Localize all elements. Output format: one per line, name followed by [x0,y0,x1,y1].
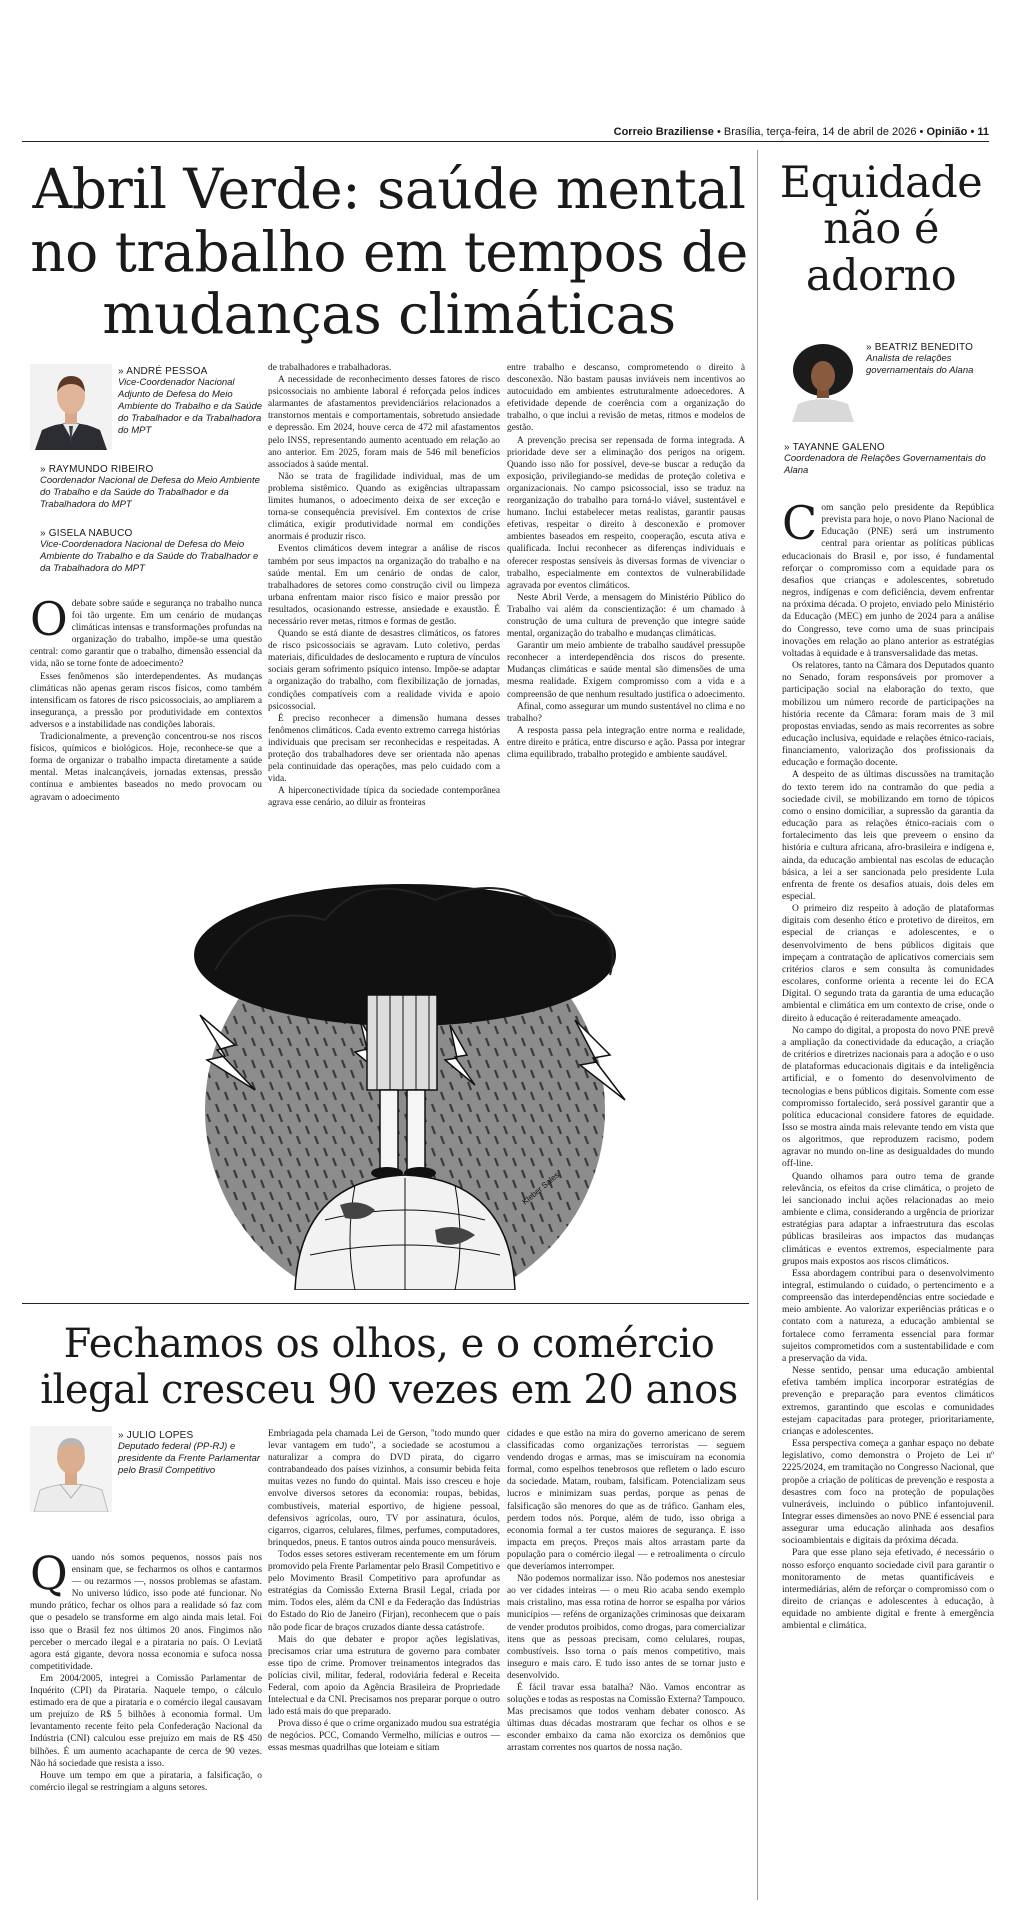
paragraph: É preciso reconhecer a dimensão humana desses fenômenos climáticos. Cada evento extremo carrega histórias individuais que precisam ser reconhecidas e respeitadas. A proteção dos trabalhadores deve ser orientada não apenas pela continuidade das operações, mas pelo cuidado com a vida. [268,713,500,785]
paragraph: Essa perspectiva começa a ganhar espaço no debate legislativo, como demonstra o Projeto de Lei nº 2225/2024, em tramitação no Congresso Nacional, que propõe a criação de políticas de prevenção e resposta a desastres com foco na proteção de populações vulneráveis, incluindo o público infantojuvenil. Integrar esses dimensões ao novo PNE é essencial para assegurar uma educação alinhada aos desafios socioambientais e digitais da próxima década. [782,1438,994,1547]
paragraph: Quando olhamos para outro tema de grande relevância, os efeitos da crise climática, o projeto de lei sancionado inclui ações relacionadas ao meio ambiente e clima, considerando a urgência de priorizar estratégias para adaptar a infraestrutura das escolas públicas brasileiras aos impactos das mudanças climáticas e eventos extremos, especialmente para grupos mais expostos aos riscos climáticos. [782,1170,994,1267]
dropcap: C [782,496,818,550]
author-block-1 [118,366,268,436]
dropcap: O [30,592,68,646]
paragraph: No campo do digital, a proposta do novo PNE prevê a ampliação da conectividade da educação, a criação de critérios e diretrizes nacionais para a adoção e o uso de plataformas educacionais digitais e da inteligência artificial, e o fomento do desenvolvimento de tecnologias e bens públicos digitais. Somente com esse compromisso fortalecido, será possível garantir que a política educacional considere fatores de equidade. Isso se mostra ainda mais relevante tendo em vista que os algoritmos, que reproduzem racismo, podem agravar no mundo on-line as desigualdades do mundo off-line. [782,1024,994,1170]
author-role: Vice-Coordenadora Nacional de Defesa do Meio Ambiente do Trabalho e da Saúde do Trabalhador e da Trabalhadora do MPT [40,539,259,574]
paragraph: A prevenção precisa ser repensada de forma integrada. A prioridade deve ser a eliminação dos perigos na origem. Quando isso não for possível, deve-se buscar a redução da exposição, privilegiando-se medidas de proteção coletiva e organizacionais. No campo psicossocial, isso se traduz na reorganização do trabalho para torná-lo viável, sustentável e humano. Inclui estabelecer metas realistas, garantir pausas efetivas, respeitar o direito à desconexão e promover ambientes baseados em respeito, cooperação, escuta ativa e qualificada. Inclui reconhecer as diferenças individuais e oferecer respostas sensíveis às diversas formas de vivenciar o trabalho, especialmente em contextos de vulnerabilidade agravada por eventos climáticos. [507,435,745,591]
article1-column-1 [30,592,262,804]
article3-headline: Equidade não é adorno [779,158,983,301]
paragraph: Para que esse plano seja efetivado, é necessário o nosso esforço enquanto sociedade civil para garantir o monitoramento de metas quantificáveis e intermediárias, além de reforçar o compromisso com o direito de crianças e adolescentes à educação, à equidade no ambiente digital e frente à emergência ambiental e climática. [782,1547,994,1632]
author-block-3 [40,528,268,575]
author-block-tayanne [784,442,994,477]
paragraph: É fácil travar essa batalha? Não. Vamos encontrar as soluções e todas as respostas na Comissão Externa? Tampouco. Mas precisamos que todos venham debater conosco. As últimas duas décadas mostraram que fechar os olhos e se esconder embaixo da cama não exorciza os demônios que arrastam correntes nos quartos de nossa nação. [507,1682,745,1754]
paragraph: A despeito de as últimas discussões na tramitação do texto terem ido na contramão do que pedia a sociedade civil, se mobilizando em torno de tópicos como o ensino domiciliar, a supressão da garantia da educação para as relações étnico-raciais com o fortalecimento das leis que preveem o ensino da história e cultura africana, afro-brasileira e indígena e, ainda, da educação ambiental nas escolas de educação básica, a lei a ser sancionada pelo presidente Lula enfrenta de frente os desafios atuais, dois deles em especial. [782,769,994,902]
author-role: Analista de relações governamentais do Alana [866,353,974,376]
author-role: Deputado federal (PP-RJ) e presidente da Frente Parlamentar pelo Brasil Competitivo [118,1441,261,1476]
paragraph: Esses fenômenos são interdependentes. As mudanças climáticas não apenas geram riscos físicos, como também intensificam os fatores de risco psicossociais, ao ampliarem a insegurança, a pressão por produtividade em contextos adversos e a instabilidade nas condições laborais. [30,671,262,730]
article1-column-3 [507,362,745,761]
section-name: Opinião [926,126,968,138]
paragraph: Embriagada pela chamada Lei de Gerson, "todo mundo quer levar vantagem em tudo", a sociedade se acostumou a naturalizar a compra do DVD pirata, do cigarro contrabandeado dos países vizinhos, a consumir bebida feita muitas vezes no fundo do quintal. Mais isso cresceu e hoje envolve diversos setores da economia: roupas, bebidas, combustíveis, material esportivo, de higiene pessoal, defensivos agrícolas, ouro, TV por assinatura, óculos, cigarros, cigarros, celulares, filmes, perfumes, computadores, brinquedos, pneus. E tantos outros ainda pouco mensuráveis. [268,1429,500,1548]
paragraph: Houve um tempo em que a pirataria, a falsificação, o comércio ilegal se restringiam a alguns setores. [30,1770,262,1793]
paragraph: Com sanção pelo presidente da República prevista para hoje, o novo Plano Nacional de Educação (PNE) será um instrumento central para orientar as políticas públicas educacionais do Brasil e, por isso, é fundamental reforçar o compromisso com a equidade para os desafios que crianças e adolescentes, sobretudo negros, indígenas e com deficiência, devem enfrentar na próxima década. O projeto, enviado pelo Ministério da Educação (MEC) em junho de 2024 para a análise do Congresso, teve como uma de suas principais inovações em relação ao plano anterior as estratégias voltadas à equidade e à transversalidade das metas. [782,496,994,659]
paragraph: Quando nós somos pequenos, nossos pais nos ensinam que, se fecharmos os olhos e cantarmos — ou rezarmos —, nossos problemas se afastam. No universo lúdico, isso pode até funcionar. No mundo prático, fechar os olhos para a realidade só faz com que o pesadelo se transforme em algo ainda mais letal. Foi isso que o Brasil fez nos últimos 20 anos. Fingimos não perceber o mercado ilegal e a pirataria no país. O Leviatã agora está gigante, devora nossa economia e sufoca nossa competitividade. [30,1546,262,1672]
author-block-2 [40,464,268,511]
author-role: Coordenador Nacional de Defesa do Meio Ambiente do Trabalho e da Saúde do Trabalhador e da Trabalhadora do MPT [40,475,260,510]
paragraph: Garantir um meio ambiente de trabalho saudável pressupõe reconhecer a interdependência dos riscos do presente. Mudanças climáticas e saúde mental são dimensões de uma mesma realidade. Exigem compromisso com a vida e a compreensão de que nenhum resultado justifica o adoecimento. [507,641,745,700]
masthead-rule [22,141,989,142]
author-name: » ANDRÉ PESSOA [118,366,268,377]
paragraph: A hiperconectividade típica da sociedade contemporânea agrava esse cenário, ao diluir as fronteiras [268,786,500,809]
paragraph: Os relatores, tanto na Câmara dos Deputados quanto no Senado, foram responsáveis por promover a participação social na elaboração do texto, que mobilizou um número recorde de participações na história recente da Câmara: foram mais de 3 mil propostas enviadas, sendo as mais recorrentes as sobre educação inclusiva, equidade e relações étnico-raciais, financiamento, valorização dos profissionais da educação e formação docente. [782,660,994,769]
author-block-julio [118,1430,268,1477]
paragraph: Prova disso é que o crime organizado mudou sua estratégia de negócios. PCC, Comando Vermelho, milícias e outros — essas mesmas quadrilhas que loteiam e sitiam [268,1719,500,1754]
paragraph: Todos esses setores estiveram recentemente em um fórum promovido pela Frente Parlamentar pelo Brasil Competitivo e pelo Movimento Brasil Competitivo para aprofundar as estratégias da Comissão Externa Brasil Legal, criada por mim. Todos eles, além da CNI e da Federação das Indústrias do Estado do Rio de Janeiro (Firjan), reconhecem que o país não pode ficar de braços cruzados diante dessa catástrofe. [268,1549,500,1633]
paragraph: Nesse sentido, pensar uma educação ambiental efetiva também implica incorporar estratégias de prevenção e preparação para eventos climáticos extremos, garantindo que escolas e comunidades estejam capacitadas para proteger, prioritariamente, crianças e adolescentes. [782,1365,994,1437]
article3-column [782,496,994,1633]
place-date: • Brasília, terça-feira, 14 de abril de 2026 • [716,126,924,138]
illustration-storm-cloud [105,860,705,1290]
column-divider [757,150,758,1900]
article2-column-1 [30,1546,262,1794]
author-name: » BEATRIZ BENEDITO [866,342,996,353]
article2-headline: Fechamos os olhos, e o comércio ilegal cresceu 90 vezes em 20 anos [40,1321,738,1413]
paragraph: de trabalhadores e trabalhadoras. [268,363,392,373]
article2-column-2 [268,1428,500,1755]
paragraph: cidades e que estão na mira do governo americano de serem classificadas como organizações terroristas — seguem vendendo drogas e armas, mas se imiscuíram na economia formal, como espelhos tenebrosos que refletem o lado escuro da sociedade. Matam, roubam, falsificam. Potencializam seus lucros e minimizam suas perdas, porque as penas de falsificação são menores do que as de tráfico. Ganham eles, perdem todos nós. Porque, além de tudo, isso obriga a economia formal a ter custos maiores de segurança. E isso impacta em preços. Preços mais altos arrastam parte da população para o comércio ilegal — e retroalimenta o círculo que deveríamos interromper. [507,1429,745,1573]
article1-column-2 [268,362,500,809]
author-photo-julio [30,1426,112,1512]
author-role: Vice-Coordenador Nacional Adjunto de Defesa do Meio Ambiente do Trabalho e da Saúde do Trabalhador e da Trabalhadora do MPT [118,377,263,436]
paragraph: Eventos climáticos devem integrar a análise de riscos também por seus impactos na organização do trabalho e na saúde mental. Em um cenário de ondas de calor, trabalhadores de setores como construção civil ou limpeza urbana enfrentam maior risco físico e maior pressão por resultados, ocasionando estresse, ansiedade e exaustão. É necessário rever metas, ritmos e formas de gestão. [268,544,500,627]
author-name: » TAYANNE GALENO [784,442,994,453]
author-name: » JULIO LOPES [118,1430,268,1441]
author-block-beatriz [866,342,996,377]
masthead [614,126,989,138]
paragraph: Neste Abril Verde, a mensagem do Ministério Público do Trabalho vai além da conscientização: é um chamado à construção de uma cultura de prevenção que integre saúde mental, organização do trabalho e mudanças climáticas. [507,592,745,640]
illustration-signature: Kleber Sales [520,1170,562,1207]
paragraph: Mais do que debater e propor ações legislativas, precisamos criar uma estrutura de governo para combater esse tipo de crime. Promover treinamentos integrados das polícias civil, militar, federal, rodoviária federal e Receita Federal, com apoio da Agência Brasileira de Propriedade Intelectual e da CNI. Precisamos nos preparar porque o outro lado está mais do que preparado. [268,1634,500,1718]
author-photo-beatriz [784,340,862,422]
paragraph: O debate sobre saúde e segurança no trabalho nunca foi tão urgente. Em um cenário de mudanças climáticas intensas e transformações profundas na organização do trabalho, impõe-se uma questão central: como garantir que o trabalho, dimensão essencial da vida, não se torne fonte de adoecimento? [30,592,262,670]
paragraph: Não podemos normalizar isso. Não podemos nos anestesiar ao ver cidades inteiras — o meu Rio acaba sendo exemplo mais cristalino, mas essa rotina de horror se espalha por vários municípios — reféns de organizações criminosas que deixaram de vender produtos proibidos, como drogas, para comercializar itens que as pessoas precisam, como celulares, roupas, combustíveis. Isso torna o país menos competitivo, mais inseguro e mais caro. E tudo isso antes de se tornar justo e desenvolvido. [507,1574,745,1681]
paragraph: A necessidade de reconhecimento desses fatores de risco psicossociais no ambiente laboral é reforçada pelos índices alarmantes de afastamentos previdenciários relacionados a transtornos mentais e comportamentais, sobretudo ansiedade e depressão. Em 2024, houve cerca de 472 mil afastamentos pelo INSS, representando aumento acentuado em relação ao ano anterior. Em 2025, foram mais de 546 mil benefícios associados à saúde mental. [268,375,500,470]
author-photo-andre [30,364,112,450]
paragraph: Quando se está diante de desastres climáticos, os fatores de risco psicossociais se agravam. Luto coletivo, perdas materiais, dificuldades de deslocamento e ruptura de vínculos sociais geram sofrimento psíquico intenso. Impõe-se adaptar a organização do trabalho, com flexibilização de jornadas, condições compatíveis com a realidade vivida e apoio psicossocial. [268,629,500,712]
paragraph: A resposta passa pela integração entre norma e realidade, entre direito e prática, entre discurso e ação. Passa por integrar clima equilibrado, trabalho protegido e ambiente saudável. [507,725,745,760]
paragraph: O primeiro diz respeito à adoção de plataformas digitais com desenho ético e protetivo de direitos, em especial de crianças e adolescentes, e o desenvolvimento de bens públicos digitais que impeçam a contratação de aplicativos comerciais sem critérios claros e sem consulta às comunidades escolares, conforme orienta a recente lei do ECA Digital. O segundo trata da garantia de uma educação ambiental e climática em um contexto de crise, onde o direito à educação é reiteradamente ameaçado. [782,903,994,1024]
paper-name: Correio Braziliense [613,126,714,138]
author-name: » GISELA NABUCO [40,528,268,539]
paragraph: Não se trata de fragilidade individual, mas de um problema sistêmico. Quando as exigências ultrapassam limites humanos, o adoecimento deixa de ser exceção e torna-se consequência previsível. Em contextos de crise climática, exigir produtividade normal em condições anormais é produzir risco. [268,471,500,543]
paragraph: Tradicionalmente, a prevenção concentrou-se nos riscos físicos, químicos e biológicos. Hoje, reconhece-se que a forma de organizar o trabalho impacta diretamente a saúde mental. Metas inalcançáveis, jornadas extensas, pressão contínua e ambientes baseados no medo provocam ou agravam o adoecimento [30,732,262,803]
page-number: • 11 [970,126,989,138]
author-name: » RAYMUNDO RIBEIRO [40,464,268,475]
paragraph: Afinal, como assegurar um mundo sustentável no clima e no trabalho? [507,701,745,724]
article1-headline: Abril Verde: saúde mental no trabalho em tempos de mudanças climáticas [30,157,748,347]
author-role: Coordenadora de Relações Governamentais do Alana [784,453,986,476]
paragraph: Essa abordagem contribui para o desenvolvimento integral, estimulando o cuidado, o pertencimento e a compreensão das interdependências entre sociedade e meio ambiente. Ao valorizar experiências práticas e o contato com a natureza, a educação ambiental se fortalece como ferramenta essencial para formar sujeitos comprometidos com a sustentabilidade e com a preservação da vida. [782,1267,994,1364]
paragraph: Em 2004/2005, integrei a Comissão Parlamentar de Inquérito (CPI) da Pirataria. Naquele tempo, o cálculo estimado era de que a pirataria e o comércio ilegal causavam um prejuízo de R$ 5 bilhões à economia formal. Um levantamento recente feito pela Confederação Nacional da Indústria (CNI) calculou esse prejuízo em mais de R$ 450 bilhões. É um aumento acachapante de cerca de 90 vezes. Não há sociedade que resista a isso. [30,1673,262,1769]
illustration-svg [105,860,705,1290]
paragraph: entre trabalho e descanso, comprometendo o direito à desconexão. Não bastam pausas inviáveis nem incentivos ao autocuidado em ambientes estruturalmente adoecedores. A efetividade depende de coerência com a organização do trabalho, o que inclui a revisão de metas, ritmos e modelos de gestão. [507,363,745,434]
dropcap: Q [30,1546,68,1600]
article2-column-3 [507,1428,745,1755]
section-rule [22,1303,749,1304]
